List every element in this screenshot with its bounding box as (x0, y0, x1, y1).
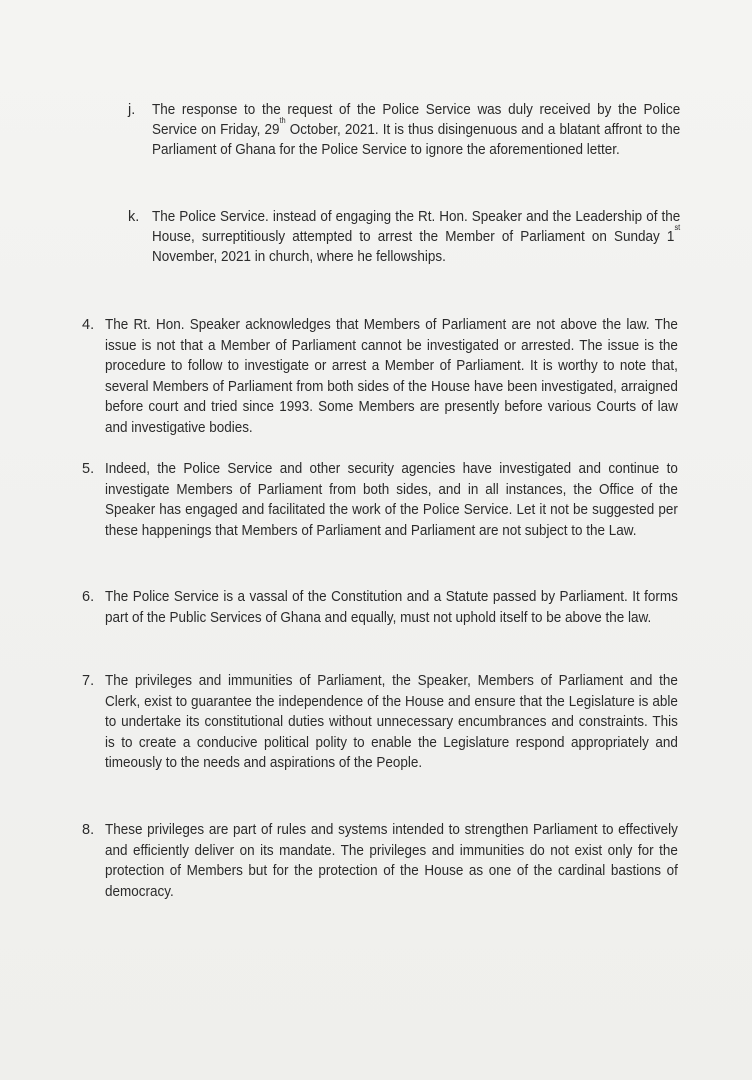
item-text: Indeed, the Police Service and other security agencies have investigated and continue to investigate Members of Parliament from both sides, and in all instances, the Office of the Speaker has engaged and facilitated the work of the Police Service. Let it not be suggested per these happenings that Members of Parliament and Parliament are not subject to the Law. (105, 461, 678, 539)
sub-item-marker: j. (128, 102, 136, 118)
ordinal-suffix: th (279, 116, 286, 126)
item-text: The Rt. Hon. Speaker acknowledges that Members of Parliament are not above the law. The issue is not that a Member of Parliament cannot be investigated or arrested. The issue is the procedure to follow to investigate or arrest a Member of Parliament. It is worthy to note that, several Members of Parliament from both sides of the House have been investigated, arraigned before court and tried since 1993. Some Members are presently before various Courts of law and investigative bodies. (105, 317, 678, 436)
sub-item-marker: k. (128, 209, 140, 225)
item-text: The Police Service is a vassal of the Constitution and a Statute passed by Parliament. It forms part of the Public Services of Ghana and equally, must not uphold itself to be above the law. (105, 589, 678, 626)
item-number: 6. (82, 589, 95, 605)
item-number: 8. (82, 822, 95, 838)
item-text: These privileges are part of rules and systems intended to strengthen Parliament to effectively and efficiently deliver on its mandate. The privileges and immunities do not exist only for the protection of Members but for the protection of the House as one of the cardinal bastions of democracy. (105, 822, 678, 900)
ordinal-suffix: st (674, 223, 681, 233)
sub-item-j (128, 100, 680, 160)
list-item-7 (82, 671, 678, 774)
text-part: October, 2021. It is thus disingenuous and a blatant affront to the Parliament of Ghana for the Police Service to ignore the aforementioned letter. (152, 122, 681, 158)
text-part: November, 2021 in church, where he fellowships. (152, 249, 446, 265)
item-number: 4. (82, 317, 95, 333)
list-item-5 (82, 459, 678, 541)
item-number: 5. (82, 461, 95, 477)
list-item-4 (82, 315, 678, 438)
sub-item-text (152, 100, 680, 160)
item-text: The privileges and immunities of Parliament, the Speaker, Members of Parliament and the Clerk, exist to guarantee the independence of the House and ensure that the Legislature is able to undertake its constitutional duties without unnecessary encumbrances and constraints. This is to create a conducive political polity to enable the Legislature respond appropriately and timeously to the needs and aspirations of the People. (105, 673, 678, 771)
list-item-8 (82, 820, 678, 902)
list-item-6 (82, 587, 678, 628)
text-part: The Police Service. instead of engaging the Rt. Hon. Speaker and the Leadership of the House, surreptitiously attempted to arrest the Member of Parliament on Sunday 1 (152, 209, 681, 245)
sub-item-text (152, 207, 680, 267)
item-number: 7. (82, 673, 95, 689)
text-part: The response to the request of the Police Service was duly received by the Police Service on Friday, 29 (152, 102, 681, 138)
sub-item-k (128, 207, 680, 267)
